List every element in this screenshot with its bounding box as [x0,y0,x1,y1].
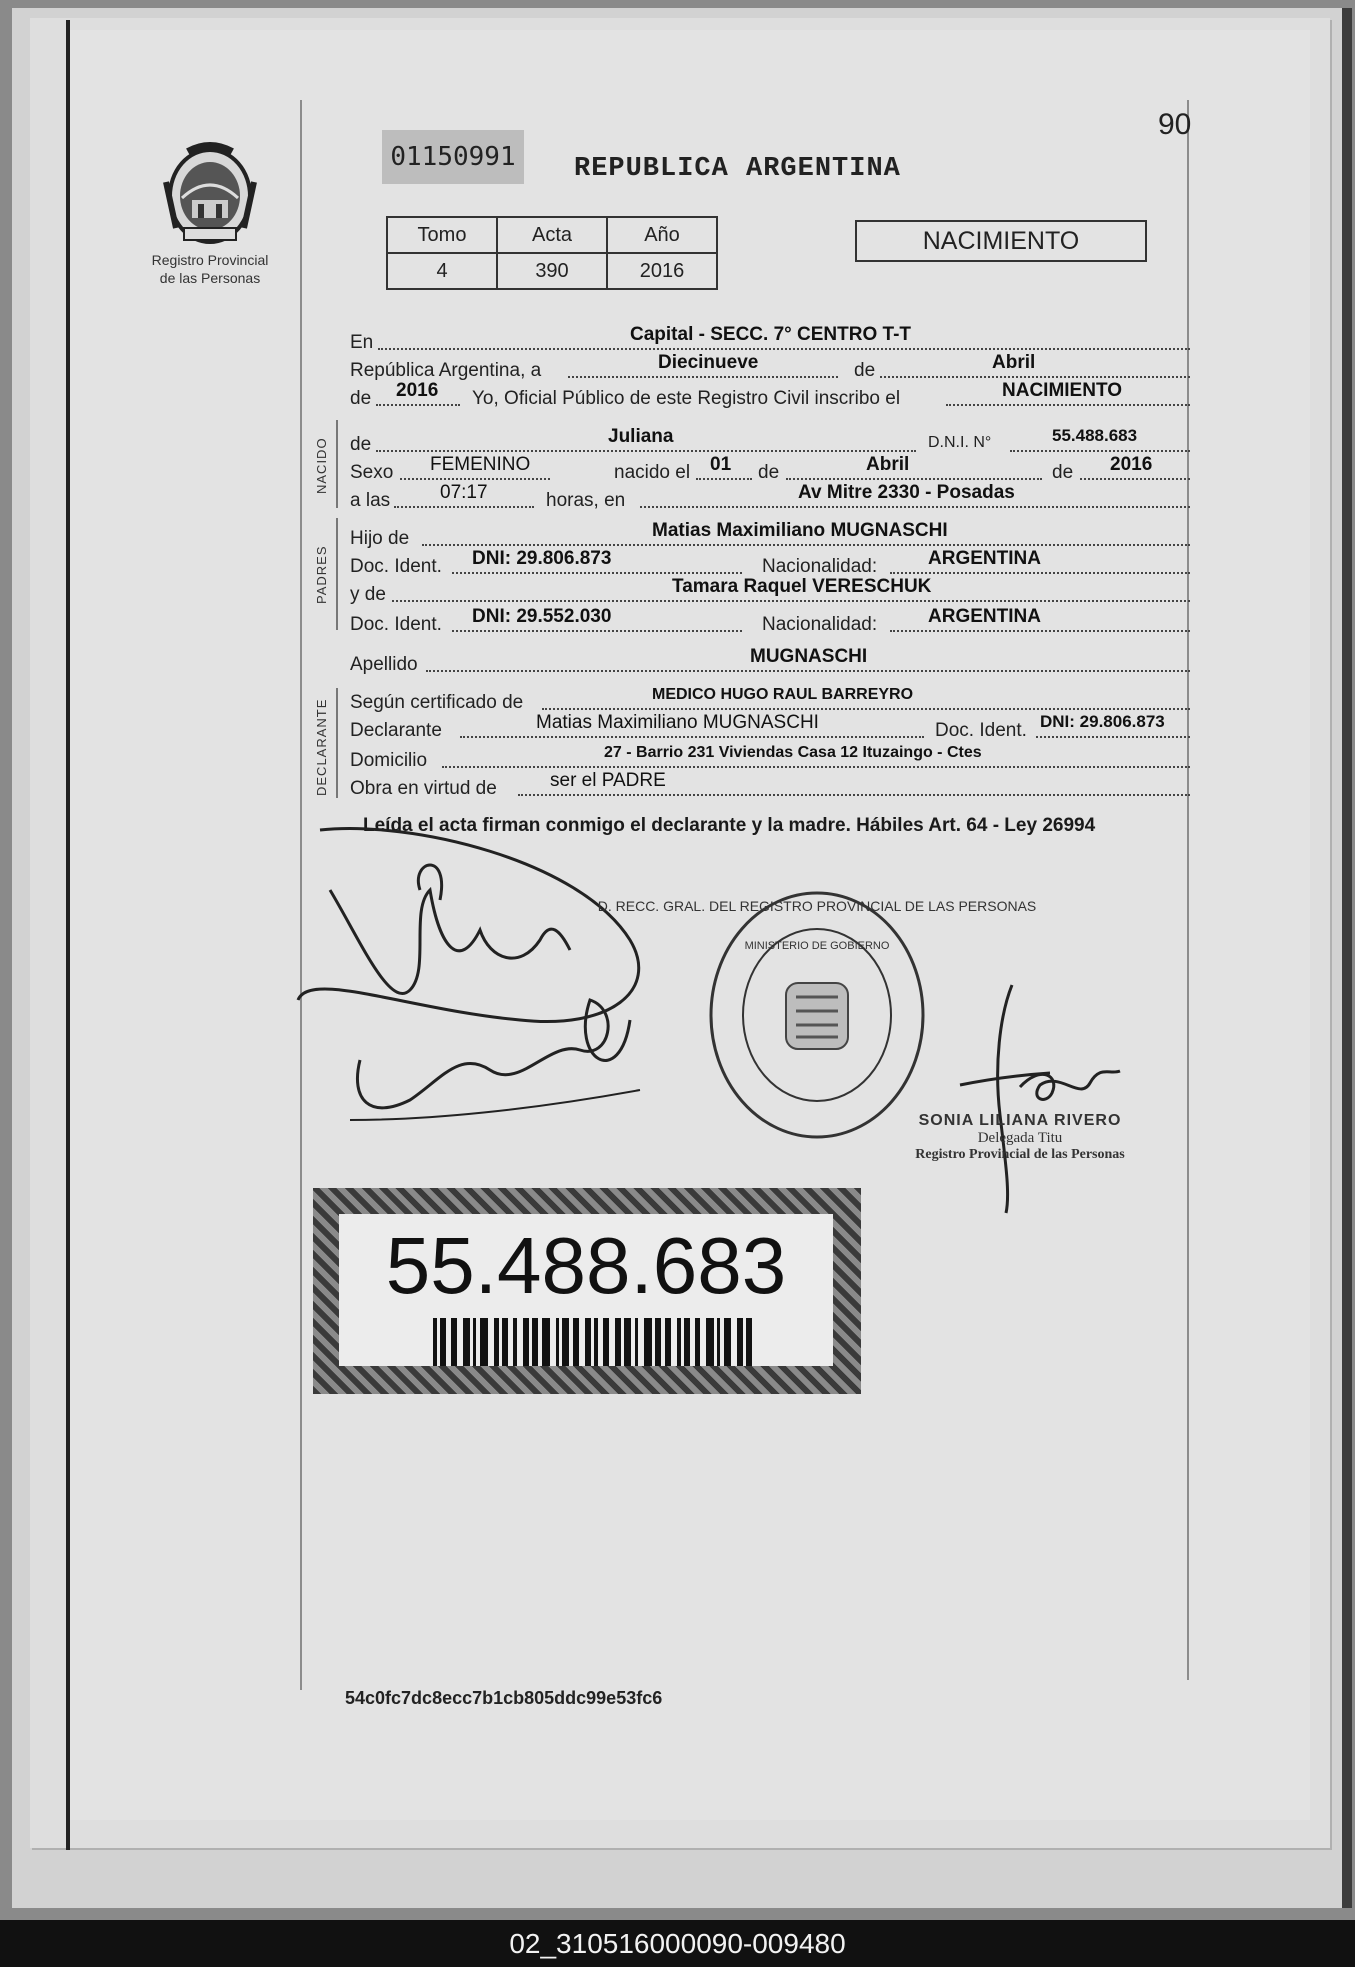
inscribe-dots [946,404,1190,406]
mother-doc-dots [452,630,742,632]
document-hash: 54c0fc7dc8ecc7b1cb805ddc99e53fc6 [345,1688,663,1708]
year-prefix-label: de [350,388,372,409]
registrar-signature-icon [950,975,1130,1215]
registrar-office: Registro Provincial de las Personas [915,1147,1125,1162]
capacity-dots [518,794,1190,796]
birth-month-dots [786,478,1042,480]
barcode-bar [440,1318,446,1366]
registry-value-row [387,253,717,289]
declarante-doc-dots [1036,736,1190,738]
barcode-bar [706,1318,713,1366]
domicilio-label: Domicilio [350,750,428,771]
declarante-section-label: DECLARANTE [314,698,329,796]
hijo-de-label: Hijo de [350,528,410,549]
place-of-birth-dots [640,506,1190,508]
surname-dots [426,670,1190,672]
registry-header-acta: Acta [497,217,607,253]
barcode-bar [624,1318,631,1366]
barcode-bar [724,1318,731,1366]
surname-value: MUGNASCHI [750,646,868,667]
father-doc: DNI: 29.806.873 [472,548,612,569]
barcode-bar [746,1318,752,1366]
republica-label: República Argentina, a [350,360,542,381]
dni-sticker-inner [339,1214,833,1366]
sexo-label: Sexo [350,462,394,483]
address-dots [442,766,1190,768]
padres-bracket [336,518,338,630]
barcode-bar [655,1318,661,1366]
registry-value-anio: 2016 [607,253,717,289]
inscribe-value: NACIMIENTO [1002,380,1122,401]
horas-label: horas, en [546,490,626,511]
stamp-inner-text: MINISTERIO DE GOBIERNO [744,940,890,952]
registry-value-tomo: 4 [387,253,497,289]
closing-statement: Leída el acta firman conmigo el declarante y la madre. Hábiles Art. 64 - Ley 26994 [363,815,1096,836]
barcode-bar [677,1318,681,1366]
cert-dots [542,708,1190,710]
registry-logo [140,142,280,286]
stamp-text: D. RECC. GRAL. DEL REGISTRO PROVINCIAL DE LAS PERSONAS [597,898,1037,914]
declarante-name: Matias Maximiliano MUGNASCHI [536,712,819,733]
registry-table [386,216,718,290]
father-nationality-dots [890,572,1190,574]
capacity-value: ser el PADRE [550,770,666,791]
barcode-bar [585,1318,591,1366]
child-sex: FEMENINO [430,454,531,475]
mother-nationality-label: Nacionalidad: [762,614,878,635]
child-dni: 55.488.683 [1052,426,1138,445]
month-dots [880,376,1190,378]
logo-caption-line1: Registro Provincial [151,252,269,268]
row-address [350,746,1190,774]
barcode-bar [433,1318,437,1366]
barcode-bar [494,1318,500,1366]
mother-name-dots [392,600,1190,602]
day-dots [568,376,838,378]
father-nationality: ARGENTINA [928,548,1041,569]
birth-day: 01 [710,454,732,475]
nacido-el-label: nacido el [614,462,691,483]
registry-header-anio: Año [607,217,717,253]
row-year [350,380,1190,412]
registry-value-acta: 390 [497,253,607,289]
child-name: Juliana [608,426,674,447]
mother-nationality-dots [890,630,1190,632]
birth-place: Av Mitre 2330 - Posadas [798,482,1015,503]
barcode-bar [665,1318,671,1366]
barcode-bar [542,1318,549,1366]
row-place [350,324,1190,356]
barcode-bar [451,1318,457,1366]
father-nationality-label: Nacionalidad: [762,556,878,577]
declarante-doc-label: Doc. Ident. [935,720,1027,741]
birth-day-dots [696,478,752,480]
barcode-bar [502,1318,508,1366]
registry-header-tomo: Tomo [387,217,497,253]
nacido-bracket [336,420,338,508]
mother-name: Tamara Raquel VERESCHUK [672,576,932,597]
declarante-dots [460,736,924,738]
barcode-bar [532,1318,538,1366]
declarant-signature-icon [290,820,660,1150]
certificate-value: MEDICO HUGO RAUL BARREYRO [652,686,914,703]
barcode-bar [523,1318,529,1366]
nacido-section-label: NACIDO [314,437,329,494]
barcode-bar [717,1318,720,1366]
footer-id-bar: 02_310516000090-009480 [0,1920,1355,1967]
barcode-bar [562,1318,569,1366]
row-declarante [350,712,1190,744]
registry-header-row [387,217,717,253]
dni-sticker [313,1188,861,1394]
birth-certificate-form [70,30,1310,1820]
barcode-icon [433,1318,757,1366]
father-doc-dots [452,572,742,574]
registrar-name: SONIA LILIANA RIVERO [918,1112,1122,1129]
barcode-bar [556,1318,559,1366]
mother-doc-label: Doc. Ident. [350,614,442,635]
mother-nationality: ARGENTINA [928,606,1041,627]
registrar-title: Delegada Titu [977,1130,1063,1146]
row-mother-doc [350,606,1190,638]
en-label: En [350,332,374,353]
declarante-doc: DNI: 29.806.873 [1040,712,1165,731]
serial-number: 01150991 [382,130,524,184]
barcode-bar [635,1318,638,1366]
barcode-bar [513,1318,517,1366]
declarante-bracket [336,688,338,798]
apellido-label: Apellido [350,654,418,675]
barcode-bar [480,1318,487,1366]
country-title: REPUBLICA ARGENTINA [574,154,901,184]
dni-label: D.N.I. N° [928,434,992,451]
birth-year: 2016 [1110,454,1153,475]
obra-label: Obra en virtud de [350,778,497,799]
address-value: 27 - Barrio 231 Viviendas Casa 12 Ituzaingo - Ctes [604,744,982,761]
father-name: Matias Maximiliano MUGNASCHI [652,520,948,541]
time-dots [394,506,534,508]
birth-month: Abril [866,454,910,475]
nacido-de-label: de [350,434,372,455]
month-value: Abril [992,352,1036,373]
barcode-bar [473,1318,476,1366]
birth-year-dots [1080,478,1190,480]
name-dots [376,450,916,452]
day-value: Diecinueve [658,352,759,373]
row-surname [350,646,1190,678]
declarante-label: Declarante [350,720,442,741]
misiones-emblem-icon [158,142,262,250]
cert-label: Según certificado de [350,692,524,713]
barcode-bar [463,1318,470,1366]
barcode-bar [594,1318,598,1366]
a-las-label: a las [350,490,391,511]
place-value: Capital - SECC. 7° CENTRO T-T [630,324,912,345]
de-label-3: de [1052,462,1074,483]
father-doc-label: Doc. Ident. [350,556,442,577]
barcode-bar [615,1318,621,1366]
y-de-label: y de [350,584,386,605]
row-capacity [350,770,1190,802]
year-value: 2016 [396,380,439,401]
barcode-bar [695,1318,701,1366]
padres-section-label: PADRES [314,545,329,604]
year-dots [376,404,460,406]
place-dots [378,348,1190,350]
row-time-place [350,482,1190,514]
barcode-bar [737,1318,743,1366]
barcode-bar [644,1318,651,1366]
de-label-2: de [758,462,780,483]
barcode-bar [684,1318,690,1366]
father-name-dots [422,544,1190,546]
dni-sticker-number: 55.488.683 [385,1221,787,1310]
act-type-box: NACIMIENTO [855,220,1147,262]
registrar-block [900,1112,1140,1163]
row-mother-name [350,576,1190,608]
barcode-bar [603,1318,609,1366]
barcode-bar [573,1318,579,1366]
page-number: 90 [1158,108,1192,141]
dni-dots [1010,450,1190,452]
de-label-1: de [854,360,876,381]
birth-time: 07:17 [440,482,488,503]
sex-dots [400,478,550,480]
inscribe-text: Yo, Oficial Público de este Registro Civil inscribo el [472,388,901,409]
logo-caption-line2: de las Personas [159,270,261,286]
mother-doc: DNI: 29.552.030 [472,606,612,627]
